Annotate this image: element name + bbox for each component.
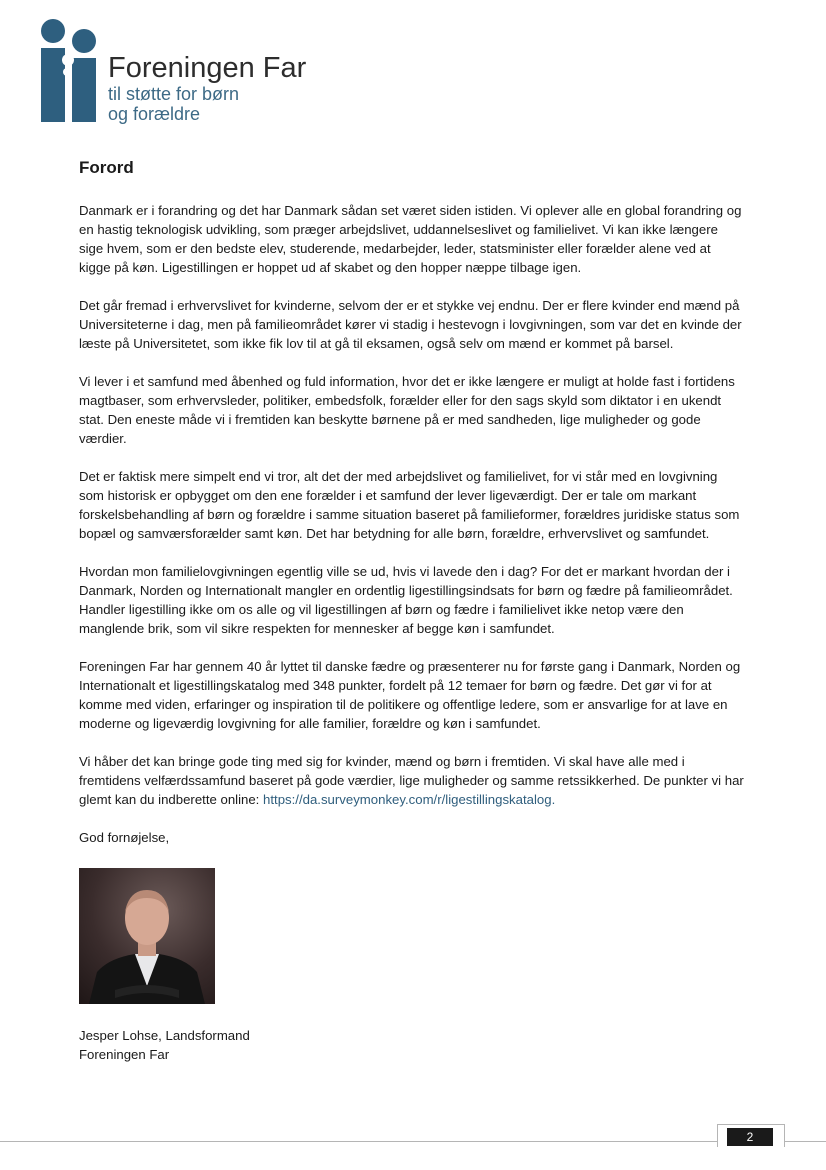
portrait-photo [79,868,215,1004]
logo-figures-icon [38,16,102,124]
paragraph-3: Vi lever i et samfund med åbenhed og fuld information, hvor det er ikke længere er muligt at holde fast i fortidens magtbaser, som erhvervsleder, politiker, embedsfolk, forælder eller for den sags skyld som diktator i en ukendt stat. Den eneste måde vi i fremtiden kan beskytte børnene på er med sandheden, lige muligheder og gode værdier. [79,374,735,446]
logo-tagline-line-1: til støtte for børn [108,84,240,104]
organization-logo [38,16,338,126]
signature-name: Jesper Lohse, Landsformand [79,1028,250,1043]
greeting: God fornøjelse, [79,830,170,845]
survey-link[interactable]: https://da.surveymonkey.com/r/ligestillingskatalog. [263,792,556,807]
paragraph-5: Hvordan mon familielovgivningen egentlig ville se ud, hvis vi lavede den i dag? For det er markant hvordan der i Danmark, Norden og Internationalt mangler en ordentlig ligestillingsindsats for børn og fædre på familieområdet. Handler ligestilling ikke om os alle og vil ligestillingen af børn og fædre i familielivet ikke netop være den manglende brik, som vil sikre respekten for mennesker af begge køn i samfundet. [79,564,733,636]
paragraph-6: Foreningen Far har gennem 40 år lyttet til danske fædre og præsenterer nu for første gang i Danmark, Norden og Internationalt et ligestillingskatalog med 348 punkter, fordelt på 12 temaer for børn og fædre. Det gør vi for at komme med viden, erfaringer og inspiration til de politikere og offentlige ledere, som er ansvarlige for at lave en moderne og ligeværdig lovgivning for alle familier, forældre og køn i samfundet. [79,659,741,731]
person-portrait-icon [79,868,215,1004]
page-number: 2 [727,1128,773,1146]
paragraph-1: Danmark er i forandring og det har Danmark sådan set været siden istiden. Vi oplever alle en global forandring og en hastig teknologisk udvikling, som præger arbejdslivet, uddannelseslivet og familielivet. Vi kan ikke længere sige hvem, som er den bedste elev, studerende, medarbejder, leder, statsminister eller forælder alene ved at kigge på køn. Ligestillingen er hoppet ud af skabet og den hopper næppe tilbage igen. [79,203,742,275]
logo-tagline-line-2: og forældre [108,104,201,124]
document-body [79,157,745,1064]
logo-name: Foreningen Far [108,52,307,84]
paragraph-7-text: Vi håber det kan bringe gode ting med sig for kvinder, mænd og børn i fremtiden. Vi skal have alle med i fremtidens velfærdssamfund baseret på gode værdier, lige muligheder og samme retssikkerhed. De punkter vi har glemt kan du indberette online: [79,754,744,807]
paragraph-4: Det er faktisk mere simpelt end vi tror, alt det der med arbejdslivet og familielivet, for vi står med en lovgivning som historisk er opbygget om den ene forælder i et samfund der lever ligeværdigt. Der er tale om markant forskelsbehandling af børn og forældre i samme situation baseret på familieformer, forældres juridiske status som bopæl og samværsforælder samt køn. Det har betydning for alle børn, forældre, erhvervslivet og samfundet. [79,469,740,541]
paragraph-2: Det går fremad i erhvervslivet for kvinderne, selvom der er et stykke vej endnu. Der er flere kvinder end mænd på Universiteterne i dag, men på familieområdet kører vi stadig i hestevogn i lovgivningen, som var det en kvinde der læste på Universitetet, som ikke fik lov til at gå til eksamen, også selv om mænd er kommet på barsel. [79,298,742,351]
page-title: Forord [79,158,134,177]
footer-rule [0,1141,826,1142]
paragraph-7 [79,752,745,809]
signature-organization: Foreningen Far [79,1047,170,1062]
